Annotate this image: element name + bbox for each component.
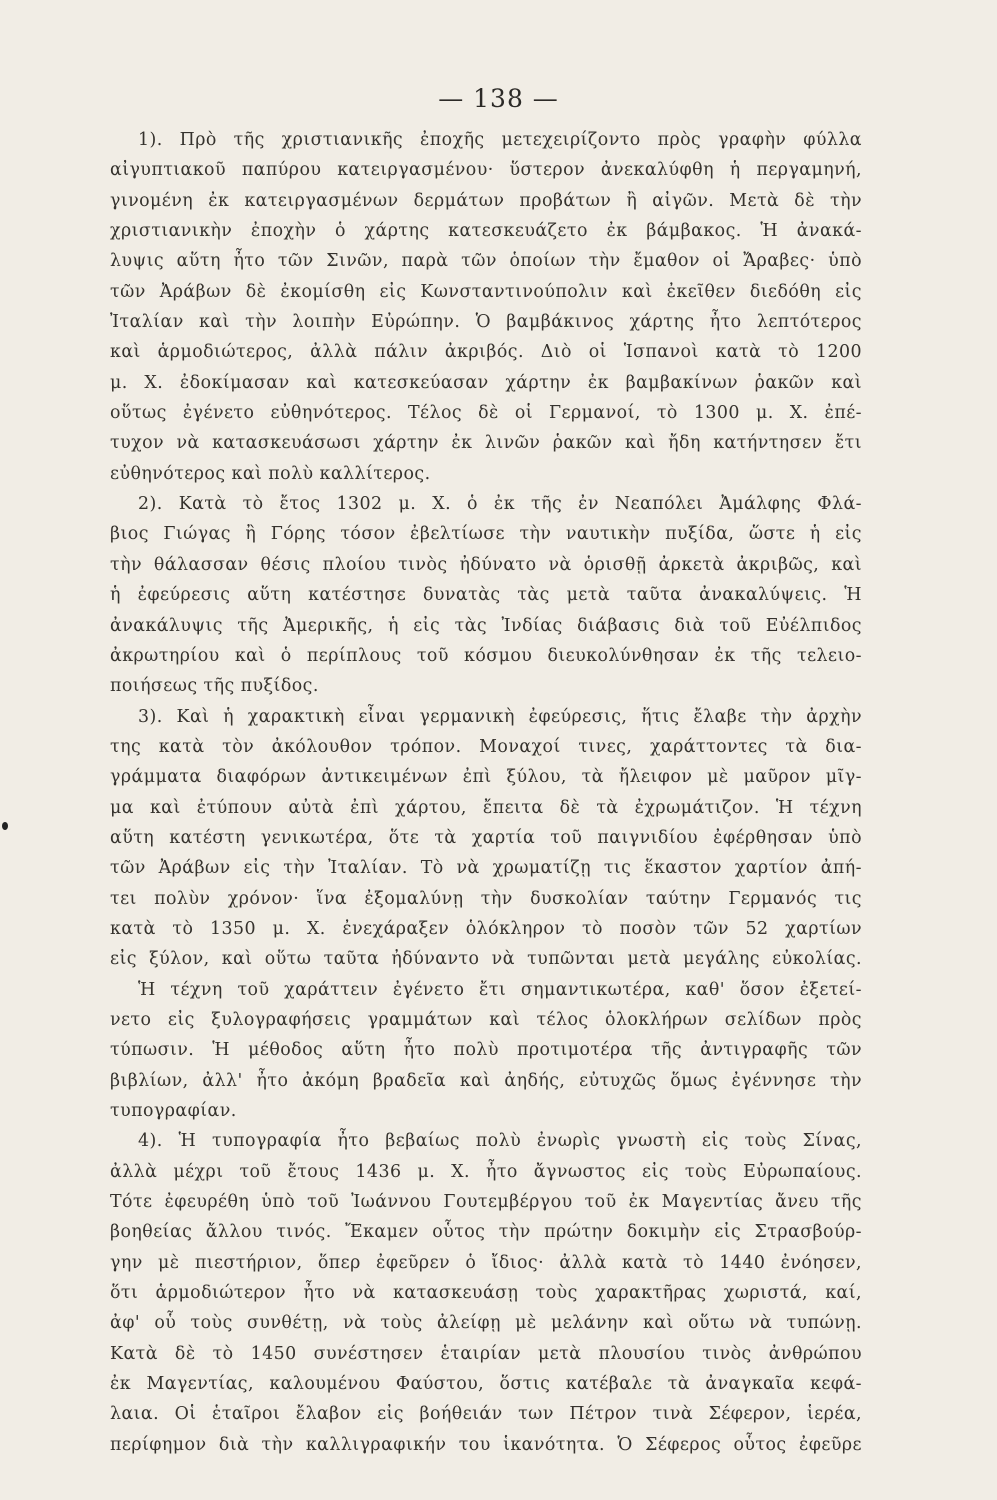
text-line: 2). Κατὰ τὸ ἔτος 1302 μ. Χ. ὁ ἐκ τῆς ἐν Νεαπόλει Ἀμάλφης Φλά- (138, 494, 862, 515)
text-line: καὶ ἁρμοδιώτερος, ἀλλὰ πάλιν ἀκριβός. Διὸ οἱ Ἱσπανοὶ κατὰ τὸ 1200 (110, 342, 862, 363)
page-number: — 138 — (438, 84, 559, 113)
text-line: ἀκρωτηρίου καὶ ὁ περίπλους τοῦ κόσμου διευκολύνθησαν ἐκ τῆς τελειο- (110, 645, 862, 666)
text-line: τῶν Ἀράβων δὲ ἐκομίσθη εἰς Κωνσταντινούπολιν καὶ ἐκεῖθεν διεδόθη εἰς (110, 281, 862, 302)
text-line: μα καὶ ἐτύπουν αὐτὰ ἐπὶ χάρτου, ἔπειτα δὲ τὰ ἐχρωμάτιζον. Ἡ τέχνη (110, 797, 862, 818)
text-line: γην μὲ πιεστήριον, ὅπερ ἐφεῦρεν ὁ ἴδιος· ἀλλὰ κατὰ τὸ 1440 ἐνόησεν, (110, 1252, 862, 1273)
text-line: 4). Ἡ τυπογραφία ἦτο βεβαίως πολὺ ἐνωρὶς γνωστὴ εἰς τοὺς Σίνας, (138, 1131, 862, 1152)
text-line: αὕτη κατέστη γενικωτέρα, ὅτε τὰ χαρτία τοῦ παιγνιδίου ἐφέρθησαν ὑπὸ (110, 827, 862, 848)
text-line: γινομένη ἐκ κατειργασμένων δερμάτων προβάτων ἢ αἰγῶν. Μετὰ δὲ τὴν (110, 190, 862, 211)
ink-mark (2, 822, 8, 830)
body-text (110, 125, 862, 1460)
text-line: Ἡ τέχνη τοῦ χαράττειν ἐγένετο ἔτι σημαντικωτέρα, καθ' ὅσον ἐξετεί- (138, 979, 862, 1000)
text-line: τει πολὺν χρόνον· ἵνα ἐξομαλύνῃ τὴν δυσκολίαν ταύτην Γερμανός τις (110, 888, 862, 909)
text-line: βοηθείας ἄλλου τινός. Ἔκαμεν οὗτος τὴν πρώτην δοκιμὴν εἰς Στρασβούρ- (110, 1222, 862, 1243)
text-line: ὅτι ἁρμοδιώτερον ἦτο νὰ κατασκευάσῃ τοὺς χαρακτῆρας χωριστά, καί, (110, 1283, 862, 1304)
text-line: βιος Γιώγας ἢ Γόρης τόσον ἐβελτίωσε τὴν ναυτικὴν πυξίδα, ὥστε ἡ εἰς (110, 524, 862, 545)
text-line: τυχον νὰ κατασκευάσωσι χάρτην ἐκ λινῶν ῥακῶν καὶ ἤδη κατήντησεν ἔτι (110, 433, 862, 454)
text-line: οὕτως ἐγένετο εὐθηνότερος. Τέλος δὲ οἱ Γερμανοί, τὸ 1300 μ. Χ. ἐπέ- (110, 403, 862, 424)
text-line: βιβλίων, ἀλλ' ἦτο ἀκόμη βραδεῖα καὶ ἀηδής, εὐτυχῶς ὅμως ἐγέννησε τὴν (110, 1070, 862, 1091)
text-line: τύπωσιν. Ἡ μέθοδος αὕτη ἦτο πολὺ προτιμοτέρα τῆς ἀντιγραφῆς τῶν (110, 1040, 862, 1061)
text-line: χριστιανικὴν ἐποχὴν ὁ χάρτης κατεσκευάζετο ἐκ βάμβακος. Ἡ ἀνακά- (110, 221, 862, 242)
text-line: ἀνακάλυψις τῆς Ἀμερικῆς, ἡ εἰς τὰς Ἰνδίας διάβασις διὰ τοῦ Εὐέλπιδος (110, 615, 862, 636)
text-line: νετο εἰς ξυλογραφήσεις γραμμάτων καὶ τέλος ὁλοκλήρων σελίδων πρὸς (110, 1009, 862, 1030)
text-line: ἡ ἐφεύρεσις αὕτη κατέστησε δυνατὰς τὰς μετὰ ταῦτα ἀνακαλύψεις. Ἡ (110, 585, 862, 606)
text-line: 1). Πρὸ τῆς χριστιανικῆς ἐποχῆς μετεχειρίζοντο πρὸς γραφὴν φύλλα (138, 130, 862, 150)
text-line: μ. Χ. ἐδοκίμασαν καὶ κατεσκεύασαν χάρτην ἐκ βαμβακίνων ῥακῶν καὶ (110, 372, 862, 393)
text-line: περίφημον διὰ τὴν καλλιγραφικήν του ἱκανότητα. Ὁ Σέφερος οὗτος ἐφεῦρε (110, 1434, 862, 1455)
text-line: Ἰταλίαν καὶ τὴν λοιπὴν Εὐρώπην. Ὁ βαμβάκινος χάρτης ἦτο λεπτότερος (110, 312, 862, 333)
text-line: ποιήσεως τῆς πυξίδος. (110, 676, 319, 697)
text-line: ἐκ Μαγεντίας, καλουμένου Φαύστου, ὅστις κατέβαλε τὰ ἀναγκαῖα κεφά- (110, 1374, 862, 1395)
text-line: τῶν Ἀράβων εἰς τὴν Ἰταλίαν. Τὸ νὰ χρωματίζῃ τις ἕκαστον χαρτίον ἀπή- (110, 858, 862, 879)
text-line: λυψις αὕτη ἦτο τῶν Σινῶν, παρὰ τῶν ὁποίων τὴν ἔμαθον οἱ Ἄραβες· ὑπὸ (110, 251, 862, 272)
text-line: 3). Καὶ ἡ χαρακτικὴ εἶναι γερμανικὴ ἐφεύρεσις, ἥτις ἔλαβε τὴν ἀρχὴν (138, 706, 862, 727)
text-line: εὐθηνότερος καὶ πολὺ καλλίτερος. (110, 463, 431, 484)
text-line: τυπογραφίαν. (110, 1101, 237, 1121)
text-line: Κατὰ δὲ τὸ 1450 συνέστησεν ἑταιρίαν μετὰ πλουσίου τινὸς ἀνθρώπου (110, 1343, 862, 1364)
text-line: εἰς ξύλον, καὶ οὕτω ταῦτα ἠδύναντο νὰ τυπῶνται μετὰ μεγάλης εὐκολίας. (110, 949, 862, 970)
text-line: κατὰ τὸ 1350 μ. Χ. ἐνεχάραξεν ὁλόκληρον τὸ ποσὸν τῶν 52 χαρτίων (110, 918, 862, 939)
text-line: τὴν θάλασσαν θέσις πλοίου τινὸς ἠδύνατο νὰ ὁρισθῇ ἀρκετὰ ἀκριβῶς, καὶ (110, 554, 862, 575)
text-line: της κατὰ τὸν ἀκόλουθον τρόπον. Μοναχοί τινες, χαράττοντες τὰ δια- (110, 736, 862, 757)
text-line: ἀλλὰ μέχρι τοῦ ἔτους 1436 μ. Χ. ἦτο ἄγνωστος εἰς τοὺς Εὐρωπαίους. (110, 1161, 862, 1182)
text-line: γράμματα διαφόρων ἀντικειμένων ἐπὶ ξύλου, τὰ ἤλειφον μὲ μαῦρον μῖγ- (110, 767, 862, 788)
text-line: Τότε ἐφευρέθη ὑπὸ τοῦ Ἰωάννου Γουτεμβέργου τοῦ ἐκ Μαγεντίας ἄνευ τῆς (110, 1192, 862, 1213)
text-line: λαια. Οἱ ἑταῖροι ἔλαβον εἰς βοήθειάν των Πέτρον τινὰ Σέφερον, ἱερέα, (110, 1404, 862, 1425)
text-line: ἀφ' οὗ τοὺς συνθέτῃ, νὰ τοὺς ἀλείφῃ μὲ μελάνην καὶ οὕτω νὰ τυπώνῃ. (110, 1313, 862, 1334)
text-line: αἰγυπτιακοῦ παπύρου κατειργασμένου· ὕστερον ἀνεκαλύφθη ἡ περγαμηνή, (110, 160, 862, 181)
